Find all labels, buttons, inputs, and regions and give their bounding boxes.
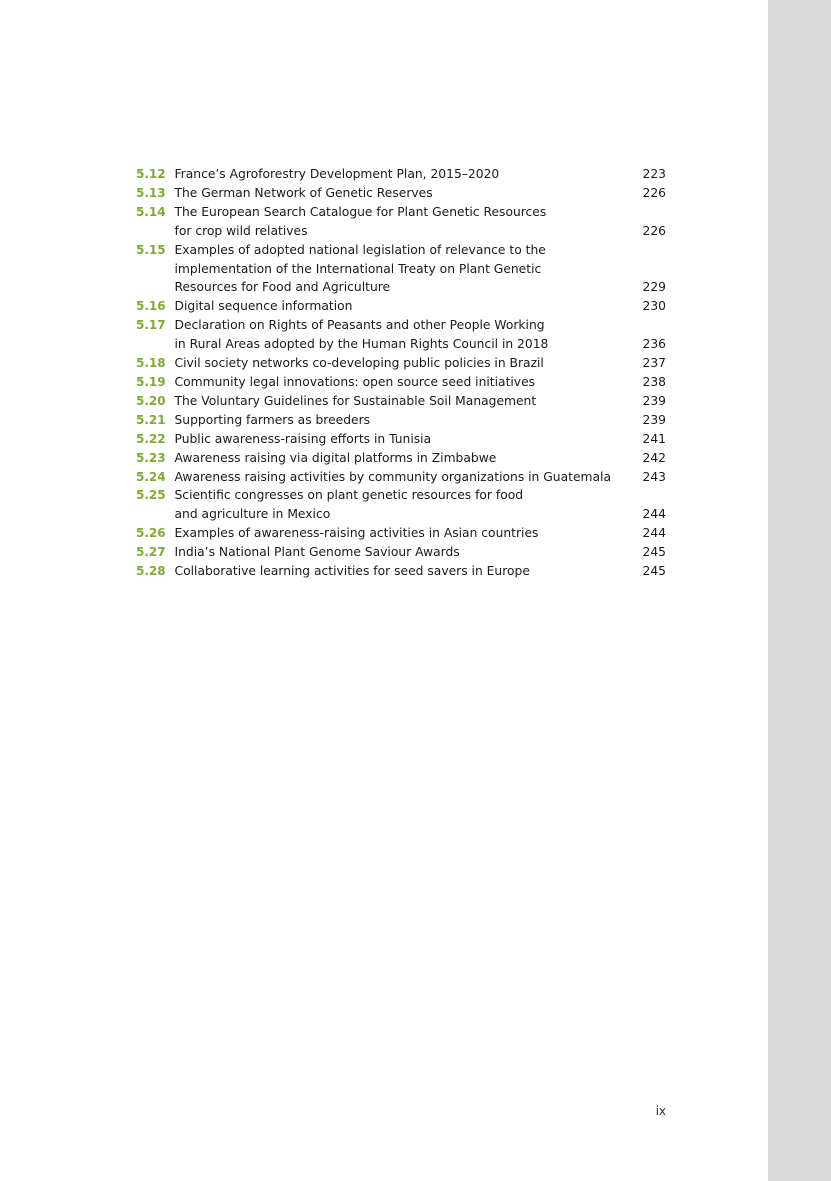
entry-page: 238 bbox=[642, 374, 666, 389]
toc-entry[interactable] bbox=[136, 203, 666, 241]
toc-entry[interactable] bbox=[136, 241, 666, 298]
entry-title: Public awareness-raising efforts in Tunisia bbox=[174, 431, 432, 446]
toc-entry[interactable] bbox=[136, 543, 666, 562]
entry-page: 236 bbox=[642, 337, 666, 352]
entry-title: Examples of adopted national legislation of relevance to the implementation of the International Treaty on Plant Genetic Resources for Food and Agriculture bbox=[174, 242, 546, 295]
toc-entry[interactable] bbox=[136, 316, 666, 354]
entry-number: 5.16 bbox=[136, 299, 166, 314]
entry-title: Civil society networks co-developing public policies in Brazil bbox=[174, 356, 544, 371]
toc-entry[interactable] bbox=[136, 449, 666, 468]
entry-number: 5.22 bbox=[136, 431, 166, 446]
entry-number: 5.15 bbox=[136, 242, 166, 257]
toc-entry[interactable] bbox=[136, 392, 666, 411]
toc-entry[interactable] bbox=[136, 562, 666, 581]
toc-entry[interactable] bbox=[136, 430, 666, 449]
entry-title: The Voluntary Guidelines for Sustainable Soil Management bbox=[174, 393, 537, 408]
toc-entry[interactable] bbox=[136, 486, 666, 524]
entry-page: 226 bbox=[642, 223, 666, 238]
entry-page: 239 bbox=[642, 393, 666, 408]
page-edge-band bbox=[768, 0, 831, 1181]
toc-entry[interactable] bbox=[136, 411, 666, 430]
entry-number: 5.17 bbox=[136, 318, 166, 333]
entry-number: 5.28 bbox=[136, 564, 166, 579]
entry-title: Examples of awareness-raising activities in Asian countries bbox=[174, 526, 539, 541]
entry-title: Awareness raising via digital platforms in Zimbabwe bbox=[174, 450, 497, 465]
toc-entry[interactable] bbox=[136, 373, 666, 392]
page-number: ix bbox=[655, 1104, 666, 1118]
entry-title: Collaborative learning activities for seed savers in Europe bbox=[174, 564, 530, 579]
toc-entry[interactable] bbox=[136, 297, 666, 316]
entry-number: 5.18 bbox=[136, 356, 166, 371]
entry-page: 223 bbox=[642, 167, 666, 181]
entry-number: 5.12 bbox=[136, 167, 166, 181]
entry-title: India’s National Plant Genome Saviour Awards bbox=[174, 545, 460, 560]
entry-page: 245 bbox=[642, 545, 666, 560]
entry-title: Awareness raising activities by community organizations in Guatemala bbox=[174, 469, 611, 484]
toc-entry[interactable] bbox=[136, 468, 666, 487]
entry-number: 5.24 bbox=[136, 469, 166, 484]
entry-title: Digital sequence information bbox=[174, 299, 353, 314]
entry-number: 5.26 bbox=[136, 526, 166, 541]
toc-entry[interactable] bbox=[136, 354, 666, 373]
entry-number: 5.25 bbox=[136, 488, 166, 503]
entry-title: Scientific congresses on plant genetic resources for food and agriculture in Mexico bbox=[174, 488, 524, 522]
table-of-contents bbox=[136, 165, 666, 581]
entry-number: 5.27 bbox=[136, 545, 166, 560]
entry-page: 242 bbox=[642, 450, 666, 465]
toc-entry[interactable] bbox=[136, 184, 666, 203]
toc-entry[interactable] bbox=[136, 165, 666, 184]
entry-page: 243 bbox=[642, 469, 666, 484]
entry-title: The European Search Catalogue for Plant Genetic Resources for crop wild relatives bbox=[174, 204, 547, 238]
entry-number: 5.23 bbox=[136, 450, 166, 465]
toc-entry[interactable] bbox=[136, 524, 666, 543]
entry-page: 239 bbox=[642, 412, 666, 427]
entry-page: 245 bbox=[642, 564, 666, 579]
entry-page: 244 bbox=[642, 507, 666, 522]
entry-number: 5.19 bbox=[136, 374, 166, 389]
entry-number: 5.20 bbox=[136, 393, 166, 408]
entry-page: 241 bbox=[642, 431, 666, 446]
entry-title: The German Network of Genetic Reserves bbox=[174, 185, 433, 200]
entry-page: 230 bbox=[642, 299, 666, 314]
entry-page: 226 bbox=[642, 185, 666, 200]
entry-page: 244 bbox=[642, 526, 666, 541]
entry-page: 229 bbox=[642, 280, 666, 295]
entry-title: Declaration on Rights of Peasants and other People Working in Rural Areas adopted by the Human Rights Council in 2018 bbox=[174, 318, 549, 352]
entry-page: 237 bbox=[642, 356, 666, 371]
entry-title: Community legal innovations: open source seed initiatives bbox=[174, 374, 536, 389]
entry-number: 5.13 bbox=[136, 185, 166, 200]
entry-number: 5.21 bbox=[136, 412, 166, 427]
entry-number: 5.14 bbox=[136, 204, 166, 219]
entry-title: France’s Agroforestry Development Plan, 2015–2020 bbox=[174, 167, 500, 181]
entry-title: Supporting farmers as breeders bbox=[174, 412, 371, 427]
